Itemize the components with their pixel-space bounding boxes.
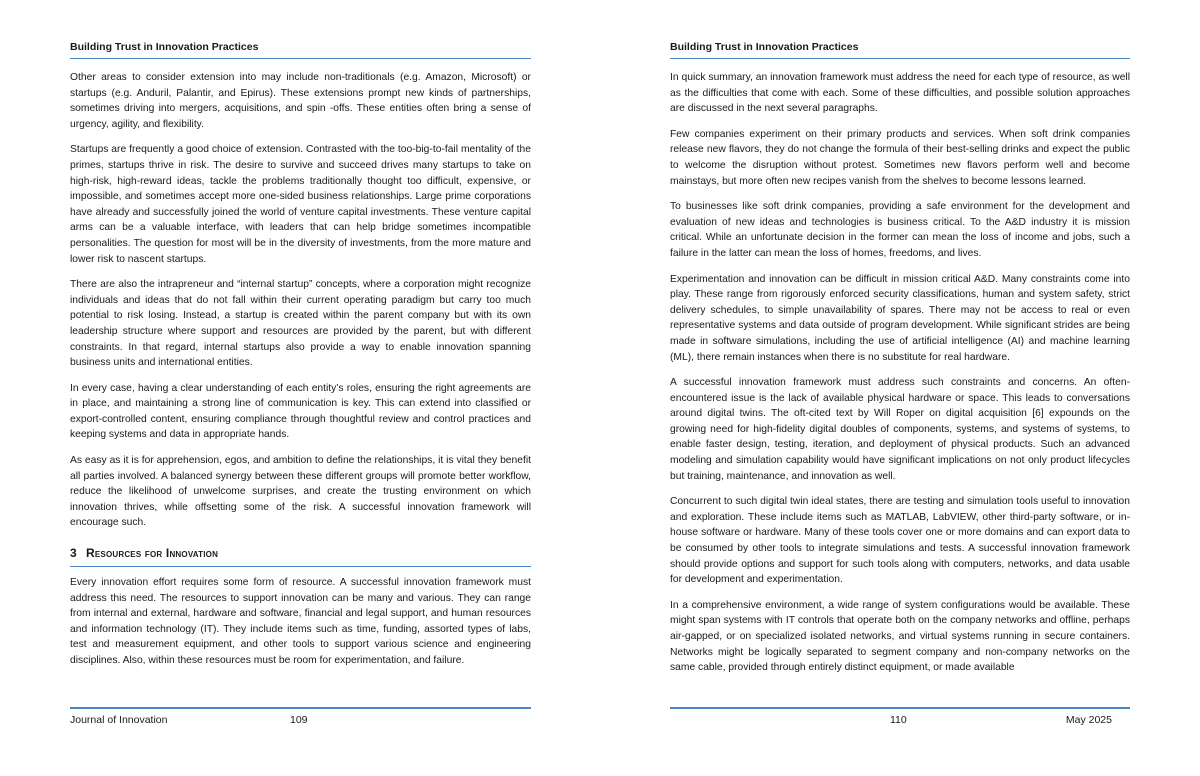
paragraph: As easy as it is for apprehension, egos, and ambition to define the relationships, it is vital they benefit all parties involved. A balanced synergy between these different groups will promote better workflow, reduce the likelihood of unwelcome surprises, and create the trusting environment on which innovation thrives, while offsetting some of the risk. A successful innovation framework will encourage such.: [70, 455, 531, 529]
left-page: [70, 0, 531, 776]
section-title: Resources for Innovation: [86, 546, 219, 561]
page-number: 109: [290, 714, 308, 726]
left-body-text: [70, 70, 531, 679]
paragraph: There are also the intrapreneur and “internal startup” concepts, where a corporation might recognize individuals and ideas that do not fall within their current operating paradigm but carry too much potential to risk losing. Instead, a startup is created within the parent company but with its own leadership structure where support and resources are provided by the parent, but with different constraints. In that regard, internal startups also provide a way to enable innovation spanning business units and international entities.: [70, 279, 531, 369]
paragraph: Other areas to consider extension into may include non-traditionals (e.g. Amazon, Microsoft) or startups (e.g. Anduril, Palantir, and Epirus). These extensions prompt new kinds of partnerships, sometimes driving into mergers, acquisitions, and spin -offs. These entities often bring a sense of urgency, agility, and flexibility.: [70, 72, 531, 130]
right-body-text: [670, 70, 1130, 686]
section-number: 3: [70, 546, 77, 561]
paragraph: Startups are frequently a good choice of extension. Contrasted with the too-big-to-fail mentality of the primes, startups thrive in risk. The desire to survive and succeed drives many startups to take on high-risk, high-reward ideas, tackle the problems traditionally thought too difficult, expensive, or impossible, and sometimes accept more one-sided business relationships. Large prime corporations have already and successfully joined the world of venture capital investments. These venture capital arms can be a valuable interface, with leaders that can help bridge sometimes incompatible personalities. The question for most will be in the diversity of investments, from the more mature and lower risk to nascent startups.: [70, 144, 531, 265]
paragraph: Few companies experiment on their primary products and services. When soft drink companies release new flavors, they do not change the formula of their best-selling drinks and expect the public to welcome the disruption without protest. Sometimes new flavors perform well and become mainstays, but more often new recipes vanish from the shelves to become lessons learned.: [670, 128, 1130, 187]
section-heading: [70, 545, 531, 567]
right-page: [670, 0, 1130, 776]
running-footer: [70, 707, 531, 726]
paragraph: In every case, having a clear understanding of each entity’s roles, ensuring the right agreements are in place, and maintaining a strong line of communication is key. This can extend into classified or export-controlled content, ensuring compliance through thoughtful review and control practices and keeping systems and data in appropriate hands.: [70, 382, 531, 441]
paragraph: Concurrent to such digital twin ideal states, there are testing and simulation tools useful to innovation and exploration. These include items such as MATLAB, LabVIEW, other third-party software, or in-house software or hardware. Many of these tools cover one or more domains and can export data to be consumed by other tools to integrate simulations and tests. A successful innovation framework should provide options and support for such tools along with computers, networks, and data usable for development and experimentation.: [670, 496, 1130, 586]
journal-name: Journal of Innovation: [70, 714, 168, 726]
paragraph: In a comprehensive environment, a wide range of system configurations would be available. These might span systems with IT controls that operate both on the company networks and offline, perhaps air-gapped, or on specialized isolated networks, and virtual systems running in secure containers. Networks might be logically separated to segment company and non-company networks on the same cable, provided through entirely distinct equipment, or made available: [670, 599, 1130, 674]
paragraph: In quick summary, an innovation framework must address the need for each type of resource, as well as the difficulties that come with each. Some of these difficulties, and possible solution approaches are discussed in the next several paragraphs.: [670, 72, 1130, 115]
paragraph: A successful innovation framework must address such constraints and concerns. An often-encountered issue is the lack of available physical hardware or space. This leads to conversations around digital twins. The oft-cited text by Will Roper on digital acquisition [6] expounds on the growing need for high-fidelity digital doubles of components, systems, and systems of systems, to enable faster design, testing, iteration, and deployment of physical products. Such an advanced modeling and simulation capability would have significant implications on not only product lifecycles but training, maintenance, and innovation as well.: [670, 377, 1130, 482]
running-footer: [670, 707, 1130, 726]
paragraph: Experimentation and innovation can be difficult in mission critical A&D. Many constraints come into play. These range from rigorously enforced security classifications, human and system safety, strict delivery schedules, to simple unavailability of spares. There may not be access to real or even representative systems and data outside of program development. While significant strides are being made in software simulations, including the use of artificial intelligence (AI) and machine learning (ML), there remain instances when there is no substitute for real hardware.: [670, 273, 1130, 363]
running-header: Building Trust in Innovation Practices: [70, 40, 531, 59]
running-header: Building Trust in Innovation Practices: [670, 40, 1130, 59]
paragraph: To businesses like soft drink companies, providing a safe environment for the development and evaluation of new ideas and technologies is business critical. To the A&D industry it is mission critical. While an unfortunate decision in the former can mean the loss of income and jobs, such a failure in the latter can mean the loss of homes, freedoms, and lives.: [670, 201, 1130, 259]
paragraph: Every innovation effort requires some form of resource. A successful innovation framework must address this need. The resources to support innovation can be many and various. They can range from internal and external, hardware and software, financial and legal support, and human resources and information technology (IT). They include items such as time, funding, assorted types of labs, test and measurement equipment, and other tools to support various science and engineering disciplines. Also, within these resources must be room for experimentation, and failure.: [70, 577, 531, 666]
page-number: 110: [890, 714, 907, 726]
issue-date: May 2025: [1065, 714, 1112, 726]
